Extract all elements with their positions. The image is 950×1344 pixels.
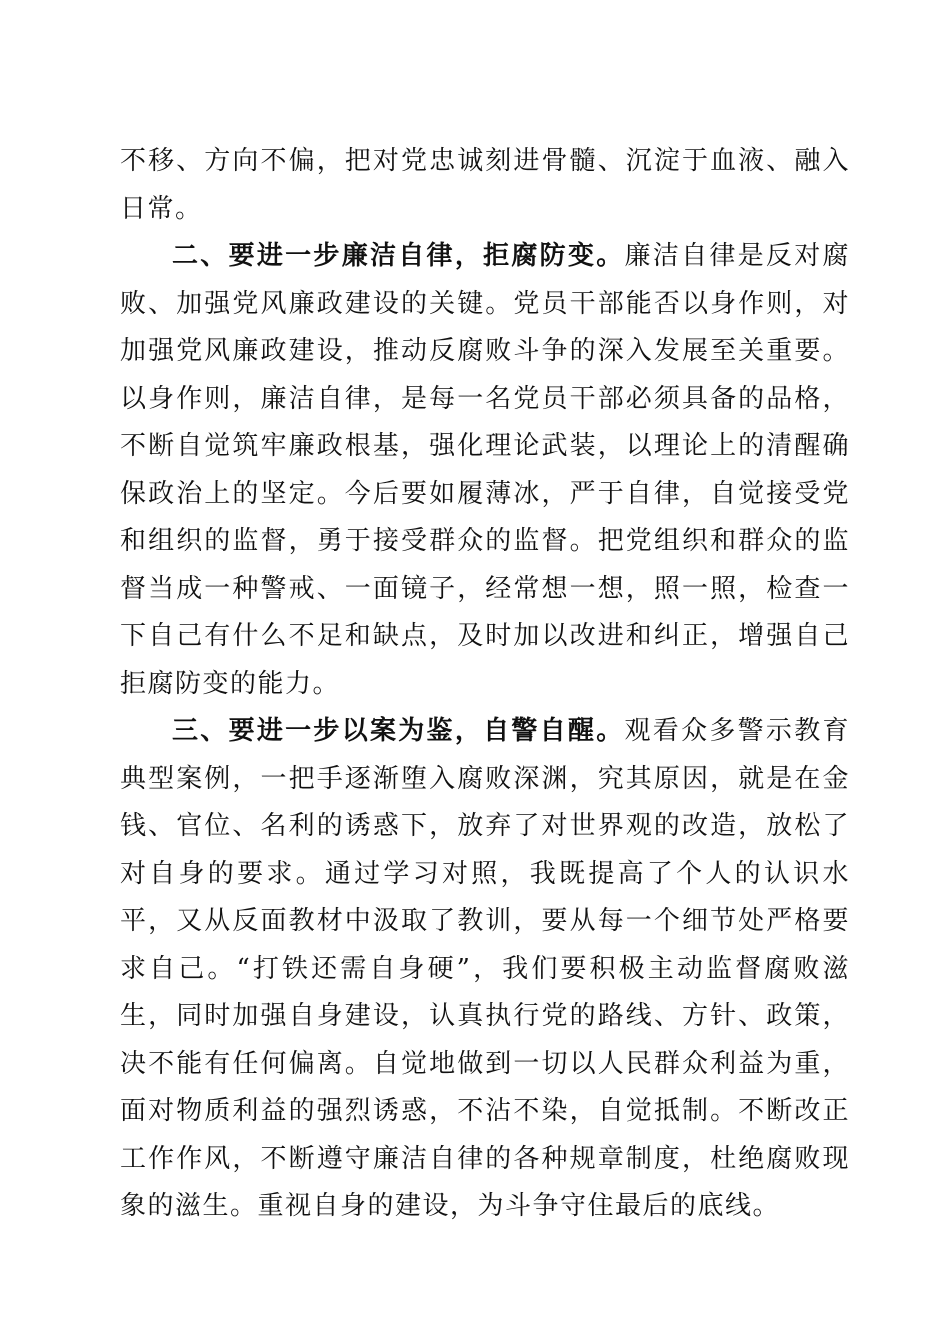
paragraph-text: 观看众多警示教育典型案例，一把手逐渐堕入腐败深渊，究其原因，就是在金钱、官位、名利的诱惑下，放弃了对世界观的改造，放松了对自身的要求。通过学习对照，我既提高了个人的认识水平，又从反面教材中汲取了教训，要从每一个细节处严格要求自己。“打铁还需自身硬”，我们要积极主动监督腐败滋生，同时加强自身建设，认真执行党的路线、方针、政策，决不能有任何偏离。自觉地做到一切以人民群众利益为重，面对物质利益的强烈诱惑，不沾不染，自觉抵制。不断改正工作作风，不断遵守廉洁自律的各种规章制度，杜绝腐败现象的滋生。重视自身的建设，为斗争守住最后的底线。 [120, 716, 850, 1221]
paragraph-section-two [120, 233, 850, 708]
paragraph-text: 不移、方向不偏，把对党忠诚刻进骨髓、沉淀于血液、融入日常。 [120, 146, 850, 224]
document-body [120, 138, 850, 1231]
paragraph-continuation [120, 138, 850, 233]
section-heading: 二、要进一步廉洁自律，拒腐防变。 [172, 241, 625, 271]
paragraph-section-three [120, 708, 850, 1231]
section-heading: 三、要进一步以案为鉴，自警自醒。 [172, 716, 625, 746]
paragraph-text: 廉洁自律是反对腐败、加强党风廉政建设的关键。党员干部能否以身作则，对加强党风廉政建设，推动反腐败斗争的深入发展至关重要。以身作则，廉洁自律，是每一名党员干部必须具备的品格，不断自觉筑牢廉政根基，强化理论武装，以理论上的清醒确保政治上的坚定。今后要如履薄冰，严于自律，自觉接受党和组织的监督，勇于接受群众的监督。把党组织和群众的监督当成一种警戒、一面镜子，经常想一想，照一照，检查一下自己有什么不足和缺点，及时加以改进和纠正，增强自己拒腐防变的能力。 [120, 241, 850, 699]
